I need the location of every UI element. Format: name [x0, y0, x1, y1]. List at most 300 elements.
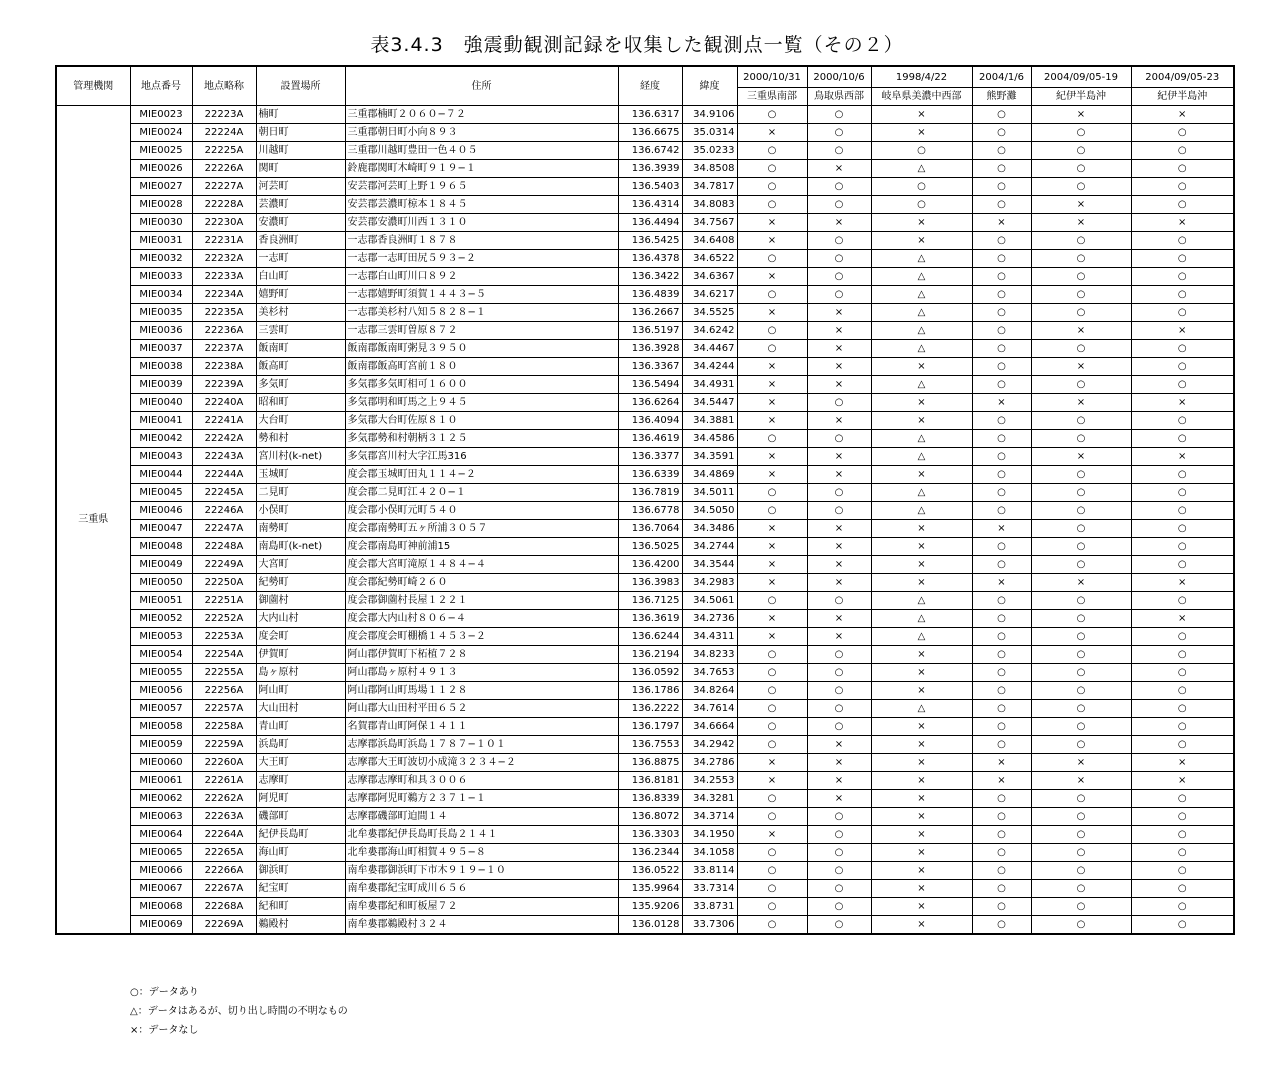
availability-mark: ○ — [1031, 484, 1131, 502]
lat-cell: 34.5061 — [682, 592, 737, 610]
availability-mark: ○ — [1031, 610, 1131, 628]
header-place: 設置場所 — [256, 66, 345, 106]
availability-mark: ○ — [737, 718, 807, 736]
address-cell: 多気郡勢和村朝柄３１２５ — [345, 430, 618, 448]
availability-mark: ○ — [737, 340, 807, 358]
availability-mark: ○ — [807, 808, 871, 826]
availability-mark: ○ — [1131, 178, 1234, 196]
table-row — [56, 862, 1234, 880]
availability-mark: × — [807, 538, 871, 556]
availability-mark: × — [1131, 106, 1234, 124]
code-cell: MIE0053 — [130, 628, 192, 646]
code-cell: MIE0059 — [130, 736, 192, 754]
table-row — [56, 214, 1234, 232]
place-cell: 宮川村(k-net) — [256, 448, 345, 466]
lon-cell: 136.7125 — [618, 592, 682, 610]
table-row — [56, 610, 1234, 628]
event-date: 2000/10/31 — [737, 66, 807, 88]
availability-mark: ○ — [1031, 232, 1131, 250]
availability-mark: ○ — [737, 646, 807, 664]
place-cell: 阿山町 — [256, 682, 345, 700]
abbr-cell: 22244A — [192, 466, 256, 484]
place-cell: 浜島町 — [256, 736, 345, 754]
availability-mark: ○ — [972, 286, 1031, 304]
availability-mark: ○ — [1031, 250, 1131, 268]
availability-mark: × — [1131, 610, 1234, 628]
place-cell: 朝日町 — [256, 124, 345, 142]
availability-mark: ○ — [972, 556, 1031, 574]
code-cell: MIE0025 — [130, 142, 192, 160]
table-row — [56, 304, 1234, 322]
code-cell: MIE0063 — [130, 808, 192, 826]
availability-mark: × — [807, 790, 871, 808]
address-cell: 度会郡二見町江４２０−１ — [345, 484, 618, 502]
abbr-cell: 22252A — [192, 610, 256, 628]
availability-mark: × — [972, 394, 1031, 412]
availability-mark: ○ — [807, 394, 871, 412]
availability-mark: × — [737, 214, 807, 232]
event-name: 熊野灘 — [972, 88, 1031, 106]
availability-mark: × — [1031, 214, 1131, 232]
abbr-cell: 22232A — [192, 250, 256, 268]
address-cell: 名賀郡青山町阿保１４１１ — [345, 718, 618, 736]
availability-mark: ○ — [1131, 790, 1234, 808]
place-cell: 南勢町 — [256, 520, 345, 538]
availability-mark: × — [871, 556, 972, 574]
abbr-cell: 22263A — [192, 808, 256, 826]
availability-mark: × — [737, 124, 807, 142]
abbr-cell: 22248A — [192, 538, 256, 556]
address-cell: 北牟婁郡紀伊長島町長島２１４１ — [345, 826, 618, 844]
lon-cell: 136.5197 — [618, 322, 682, 340]
abbr-cell: 22239A — [192, 376, 256, 394]
availability-mark: ○ — [972, 466, 1031, 484]
address-cell: 度会郡御薗村長屋１２２１ — [345, 592, 618, 610]
address-cell: 鈴鹿郡関町木崎町９１９−１ — [345, 160, 618, 178]
address-cell: 多気郡宮川村大字江馬316 — [345, 448, 618, 466]
abbr-cell: 22233A — [192, 268, 256, 286]
availability-mark: ○ — [1031, 844, 1131, 862]
table-row — [56, 574, 1234, 592]
place-cell: 御浜町 — [256, 862, 345, 880]
lat-cell: 34.5011 — [682, 484, 737, 502]
place-cell: 香良洲町 — [256, 232, 345, 250]
code-cell: MIE0057 — [130, 700, 192, 718]
availability-mark: × — [1031, 772, 1131, 790]
header-address: 住所 — [345, 66, 618, 106]
table-row — [56, 772, 1234, 790]
availability-mark: × — [1031, 196, 1131, 214]
availability-mark: ○ — [807, 682, 871, 700]
lon-cell: 136.8072 — [618, 808, 682, 826]
code-cell: MIE0047 — [130, 520, 192, 538]
availability-mark: ○ — [1031, 916, 1131, 935]
availability-mark: ○ — [807, 124, 871, 142]
address-cell: 阿山郡大山田村平田６５２ — [345, 700, 618, 718]
lat-cell: 34.3714 — [682, 808, 737, 826]
place-cell: 美杉村 — [256, 304, 345, 322]
availability-mark: ○ — [972, 646, 1031, 664]
code-cell: MIE0026 — [130, 160, 192, 178]
availability-mark: ○ — [1031, 700, 1131, 718]
lon-cell: 136.3422 — [618, 268, 682, 286]
place-cell: 二見町 — [256, 484, 345, 502]
lat-cell: 33.7314 — [682, 880, 737, 898]
lon-cell: 136.1797 — [618, 718, 682, 736]
table-row — [56, 358, 1234, 376]
availability-mark: ○ — [807, 826, 871, 844]
place-cell: 昭和町 — [256, 394, 345, 412]
lon-cell: 136.4314 — [618, 196, 682, 214]
availability-mark: ○ — [737, 250, 807, 268]
availability-mark: ○ — [1031, 628, 1131, 646]
lat-cell: 34.4931 — [682, 376, 737, 394]
lat-cell: 33.8114 — [682, 862, 737, 880]
address-cell: 度会郡度会町棚橋１４５３−２ — [345, 628, 618, 646]
availability-mark: ○ — [1131, 664, 1234, 682]
availability-mark: × — [1131, 394, 1234, 412]
availability-mark: ○ — [1031, 178, 1131, 196]
lon-cell: 136.0128 — [618, 916, 682, 935]
availability-mark: ○ — [1131, 466, 1234, 484]
availability-mark: ○ — [1031, 538, 1131, 556]
availability-mark: × — [1131, 214, 1234, 232]
abbr-cell: 22247A — [192, 520, 256, 538]
code-cell: MIE0055 — [130, 664, 192, 682]
lat-cell: 34.4467 — [682, 340, 737, 358]
page-title: 表3.4.3 強震動観測記録を収集した観測点一覧（その２） — [370, 34, 904, 56]
availability-mark: × — [972, 520, 1031, 538]
availability-mark: × — [871, 772, 972, 790]
availability-mark: × — [807, 376, 871, 394]
lon-cell: 136.4094 — [618, 412, 682, 430]
availability-mark: ○ — [1131, 232, 1234, 250]
place-cell: 関町 — [256, 160, 345, 178]
availability-mark: ○ — [972, 268, 1031, 286]
code-cell: MIE0036 — [130, 322, 192, 340]
table-header — [56, 66, 1234, 106]
availability-mark: ○ — [737, 196, 807, 214]
place-cell: 大山田村 — [256, 700, 345, 718]
availability-mark: ○ — [1131, 862, 1234, 880]
abbr-cell: 22266A — [192, 862, 256, 880]
availability-mark: ○ — [972, 538, 1031, 556]
address-cell: 南牟婁郡御浜町下市木９１９−１０ — [345, 862, 618, 880]
availability-mark: ○ — [737, 484, 807, 502]
availability-mark: ○ — [737, 286, 807, 304]
availability-mark: ○ — [972, 232, 1031, 250]
abbr-cell: 22250A — [192, 574, 256, 592]
code-cell: MIE0054 — [130, 646, 192, 664]
availability-mark: × — [871, 916, 972, 935]
abbr-cell: 22240A — [192, 394, 256, 412]
code-cell: MIE0030 — [130, 214, 192, 232]
lon-cell: 136.0592 — [618, 664, 682, 682]
abbr-cell: 22234A — [192, 286, 256, 304]
availability-mark: × — [737, 376, 807, 394]
table-row — [56, 664, 1234, 682]
availability-mark: × — [807, 610, 871, 628]
address-cell: 阿山郡阿山町馬場１１２８ — [345, 682, 618, 700]
place-cell: 磯部町 — [256, 808, 345, 826]
availability-mark: × — [737, 520, 807, 538]
place-cell: 海山町 — [256, 844, 345, 862]
availability-mark: ○ — [737, 844, 807, 862]
availability-mark: ○ — [972, 628, 1031, 646]
table-row — [56, 178, 1234, 196]
availability-mark: ○ — [1131, 196, 1234, 214]
availability-mark: × — [807, 556, 871, 574]
availability-mark: ○ — [1131, 628, 1234, 646]
availability-mark: × — [807, 520, 871, 538]
availability-mark: ○ — [1031, 268, 1131, 286]
lat-cell: 35.0233 — [682, 142, 737, 160]
availability-mark: ○ — [807, 142, 871, 160]
lon-cell: 136.6339 — [618, 466, 682, 484]
availability-mark: ○ — [737, 142, 807, 160]
place-cell: 鵜殿村 — [256, 916, 345, 935]
event-date: 2000/10/6 — [807, 66, 871, 88]
event-name: 紀伊半島沖 — [1131, 88, 1234, 106]
availability-mark: ○ — [737, 898, 807, 916]
address-cell: 志摩郡阿児町鵜方２３７１−１ — [345, 790, 618, 808]
availability-mark: ○ — [972, 808, 1031, 826]
availability-mark: ○ — [1031, 826, 1131, 844]
address-cell: 安芸郡河芸町上野１９６５ — [345, 178, 618, 196]
address-cell: 三重郡楠町２０６０−７２ — [345, 106, 618, 124]
code-cell: MIE0041 — [130, 412, 192, 430]
availability-mark: ○ — [972, 124, 1031, 142]
availability-mark: ○ — [737, 322, 807, 340]
availability-mark: ○ — [1131, 880, 1234, 898]
abbr-cell: 22224A — [192, 124, 256, 142]
table-row — [56, 808, 1234, 826]
table-row — [56, 682, 1234, 700]
event-name: 鳥取県西部 — [807, 88, 871, 106]
address-cell: 南牟婁郡鵜殿村３２４ — [345, 916, 618, 935]
availability-mark: ○ — [1131, 340, 1234, 358]
availability-mark: ○ — [1131, 142, 1234, 160]
code-cell: MIE0035 — [130, 304, 192, 322]
availability-mark: ○ — [972, 898, 1031, 916]
abbr-cell: 22226A — [192, 160, 256, 178]
abbr-cell: 22267A — [192, 880, 256, 898]
lon-cell: 136.4619 — [618, 430, 682, 448]
availability-mark: ○ — [1131, 718, 1234, 736]
availability-mark: ○ — [972, 502, 1031, 520]
availability-mark: ○ — [1131, 250, 1234, 268]
availability-mark: ○ — [807, 484, 871, 502]
lat-cell: 34.3281 — [682, 790, 737, 808]
abbr-cell: 22268A — [192, 898, 256, 916]
place-cell: 阿児町 — [256, 790, 345, 808]
lon-cell: 136.3939 — [618, 160, 682, 178]
availability-mark: ○ — [807, 286, 871, 304]
availability-mark: ○ — [1031, 286, 1131, 304]
code-cell: MIE0040 — [130, 394, 192, 412]
code-cell: MIE0048 — [130, 538, 192, 556]
address-cell: 三重郡朝日町小向８９３ — [345, 124, 618, 142]
availability-mark: ○ — [972, 700, 1031, 718]
table-row — [56, 250, 1234, 268]
address-cell: 一志郡三雲町曽原８７２ — [345, 322, 618, 340]
availability-mark: × — [972, 754, 1031, 772]
availability-mark: ○ — [807, 862, 871, 880]
availability-mark: ○ — [972, 592, 1031, 610]
availability-mark: △ — [871, 502, 972, 520]
availability-mark: × — [807, 772, 871, 790]
table-row — [56, 430, 1234, 448]
lon-cell: 136.5025 — [618, 538, 682, 556]
availability-mark: ○ — [871, 178, 972, 196]
lon-cell: 136.3928 — [618, 340, 682, 358]
availability-mark: ○ — [1031, 898, 1131, 916]
availability-mark: × — [737, 232, 807, 250]
availability-mark: ○ — [972, 916, 1031, 935]
availability-mark: × — [807, 736, 871, 754]
lat-cell: 34.4244 — [682, 358, 737, 376]
header-lon: 経度 — [618, 66, 682, 106]
availability-mark: ○ — [1031, 682, 1131, 700]
address-cell: 多気郡多気町相可１６００ — [345, 376, 618, 394]
availability-mark: △ — [871, 304, 972, 322]
lat-cell: 34.7614 — [682, 700, 737, 718]
availability-mark: ○ — [1131, 916, 1234, 935]
code-cell: MIE0043 — [130, 448, 192, 466]
availability-mark: ○ — [1031, 736, 1131, 754]
table-row — [56, 736, 1234, 754]
lon-cell: 136.7819 — [618, 484, 682, 502]
place-cell: 玉城町 — [256, 466, 345, 484]
availability-mark: ○ — [972, 610, 1031, 628]
availability-mark: △ — [871, 592, 972, 610]
legend-item: △：データはあるが、切り出し時間の不明なもの — [130, 1006, 348, 1017]
availability-mark: ○ — [871, 196, 972, 214]
header-abbr: 地点略称 — [192, 66, 256, 106]
abbr-cell: 22254A — [192, 646, 256, 664]
lon-cell: 136.7553 — [618, 736, 682, 754]
table-row — [56, 880, 1234, 898]
code-cell: MIE0065 — [130, 844, 192, 862]
availability-mark: ○ — [737, 862, 807, 880]
place-cell: 白山町 — [256, 268, 345, 286]
abbr-cell: 22238A — [192, 358, 256, 376]
availability-mark: ○ — [737, 502, 807, 520]
availability-mark: ○ — [807, 268, 871, 286]
lon-cell: 136.4378 — [618, 250, 682, 268]
availability-mark: ○ — [1031, 502, 1131, 520]
lat-cell: 34.2744 — [682, 538, 737, 556]
event-date: 2004/09/05-23 — [1131, 66, 1234, 88]
availability-mark: ○ — [1031, 664, 1131, 682]
availability-mark: × — [871, 754, 972, 772]
abbr-cell: 22259A — [192, 736, 256, 754]
place-cell: 大宮町 — [256, 556, 345, 574]
availability-mark: × — [871, 106, 972, 124]
table-row — [56, 394, 1234, 412]
availability-mark: × — [871, 538, 972, 556]
lat-cell: 34.8233 — [682, 646, 737, 664]
abbr-cell: 22258A — [192, 718, 256, 736]
availability-mark: × — [737, 466, 807, 484]
lon-cell: 136.6264 — [618, 394, 682, 412]
table-row — [56, 160, 1234, 178]
availability-mark: × — [871, 718, 972, 736]
availability-mark: ○ — [807, 646, 871, 664]
availability-mark: ○ — [807, 250, 871, 268]
availability-mark: × — [871, 646, 972, 664]
availability-mark: × — [807, 754, 871, 772]
availability-mark: ○ — [1131, 484, 1234, 502]
code-cell: MIE0027 — [130, 178, 192, 196]
place-cell: 小俣町 — [256, 502, 345, 520]
availability-mark: ○ — [1031, 124, 1131, 142]
availability-mark: ○ — [972, 682, 1031, 700]
table-row — [56, 520, 1234, 538]
availability-mark: × — [871, 682, 972, 700]
availability-mark: × — [972, 574, 1031, 592]
availability-mark: △ — [871, 322, 972, 340]
address-cell: 志摩郡志摩町和具３００６ — [345, 772, 618, 790]
lon-cell: 136.2344 — [618, 844, 682, 862]
availability-mark: × — [737, 574, 807, 592]
code-cell: MIE0062 — [130, 790, 192, 808]
availability-mark: ○ — [1131, 268, 1234, 286]
availability-mark: ○ — [1031, 304, 1131, 322]
abbr-cell: 22255A — [192, 664, 256, 682]
code-cell: MIE0067 — [130, 880, 192, 898]
lat-cell: 34.4311 — [682, 628, 737, 646]
place-cell: 島ヶ原村 — [256, 664, 345, 682]
address-cell: 度会郡紀勢町崎２６０ — [345, 574, 618, 592]
address-cell: 阿山郡島ヶ原村４９１３ — [345, 664, 618, 682]
availability-mark: ○ — [871, 142, 972, 160]
lat-cell: 34.2553 — [682, 772, 737, 790]
lat-cell: 34.5525 — [682, 304, 737, 322]
lon-cell: 136.6742 — [618, 142, 682, 160]
table-row — [56, 106, 1234, 124]
availability-mark: ○ — [1031, 142, 1131, 160]
lon-cell: 136.6675 — [618, 124, 682, 142]
availability-mark: ○ — [1131, 592, 1234, 610]
place-cell: 大台町 — [256, 412, 345, 430]
availability-mark: ○ — [807, 178, 871, 196]
code-cell: MIE0060 — [130, 754, 192, 772]
availability-mark: △ — [871, 286, 972, 304]
availability-mark: ○ — [1131, 682, 1234, 700]
table-row — [56, 268, 1234, 286]
event-date: 2004/09/05-19 — [1031, 66, 1131, 88]
availability-mark: ○ — [737, 106, 807, 124]
availability-mark: × — [1131, 574, 1234, 592]
place-cell: 紀勢町 — [256, 574, 345, 592]
address-cell: 志摩郡大王町波切小成滝３２３４−２ — [345, 754, 618, 772]
lat-cell: 34.2736 — [682, 610, 737, 628]
lon-cell: 136.3377 — [618, 448, 682, 466]
availability-mark: ○ — [972, 196, 1031, 214]
code-cell: MIE0046 — [130, 502, 192, 520]
lon-cell: 136.4200 — [618, 556, 682, 574]
code-cell: MIE0037 — [130, 340, 192, 358]
station-table — [55, 65, 1235, 935]
availability-mark: ○ — [737, 736, 807, 754]
availability-mark: ○ — [1031, 592, 1131, 610]
place-cell: 楠町 — [256, 106, 345, 124]
table-row — [56, 700, 1234, 718]
address-cell: 度会郡玉城町田丸１１４−２ — [345, 466, 618, 484]
availability-mark: ○ — [972, 430, 1031, 448]
availability-mark: ○ — [972, 142, 1031, 160]
